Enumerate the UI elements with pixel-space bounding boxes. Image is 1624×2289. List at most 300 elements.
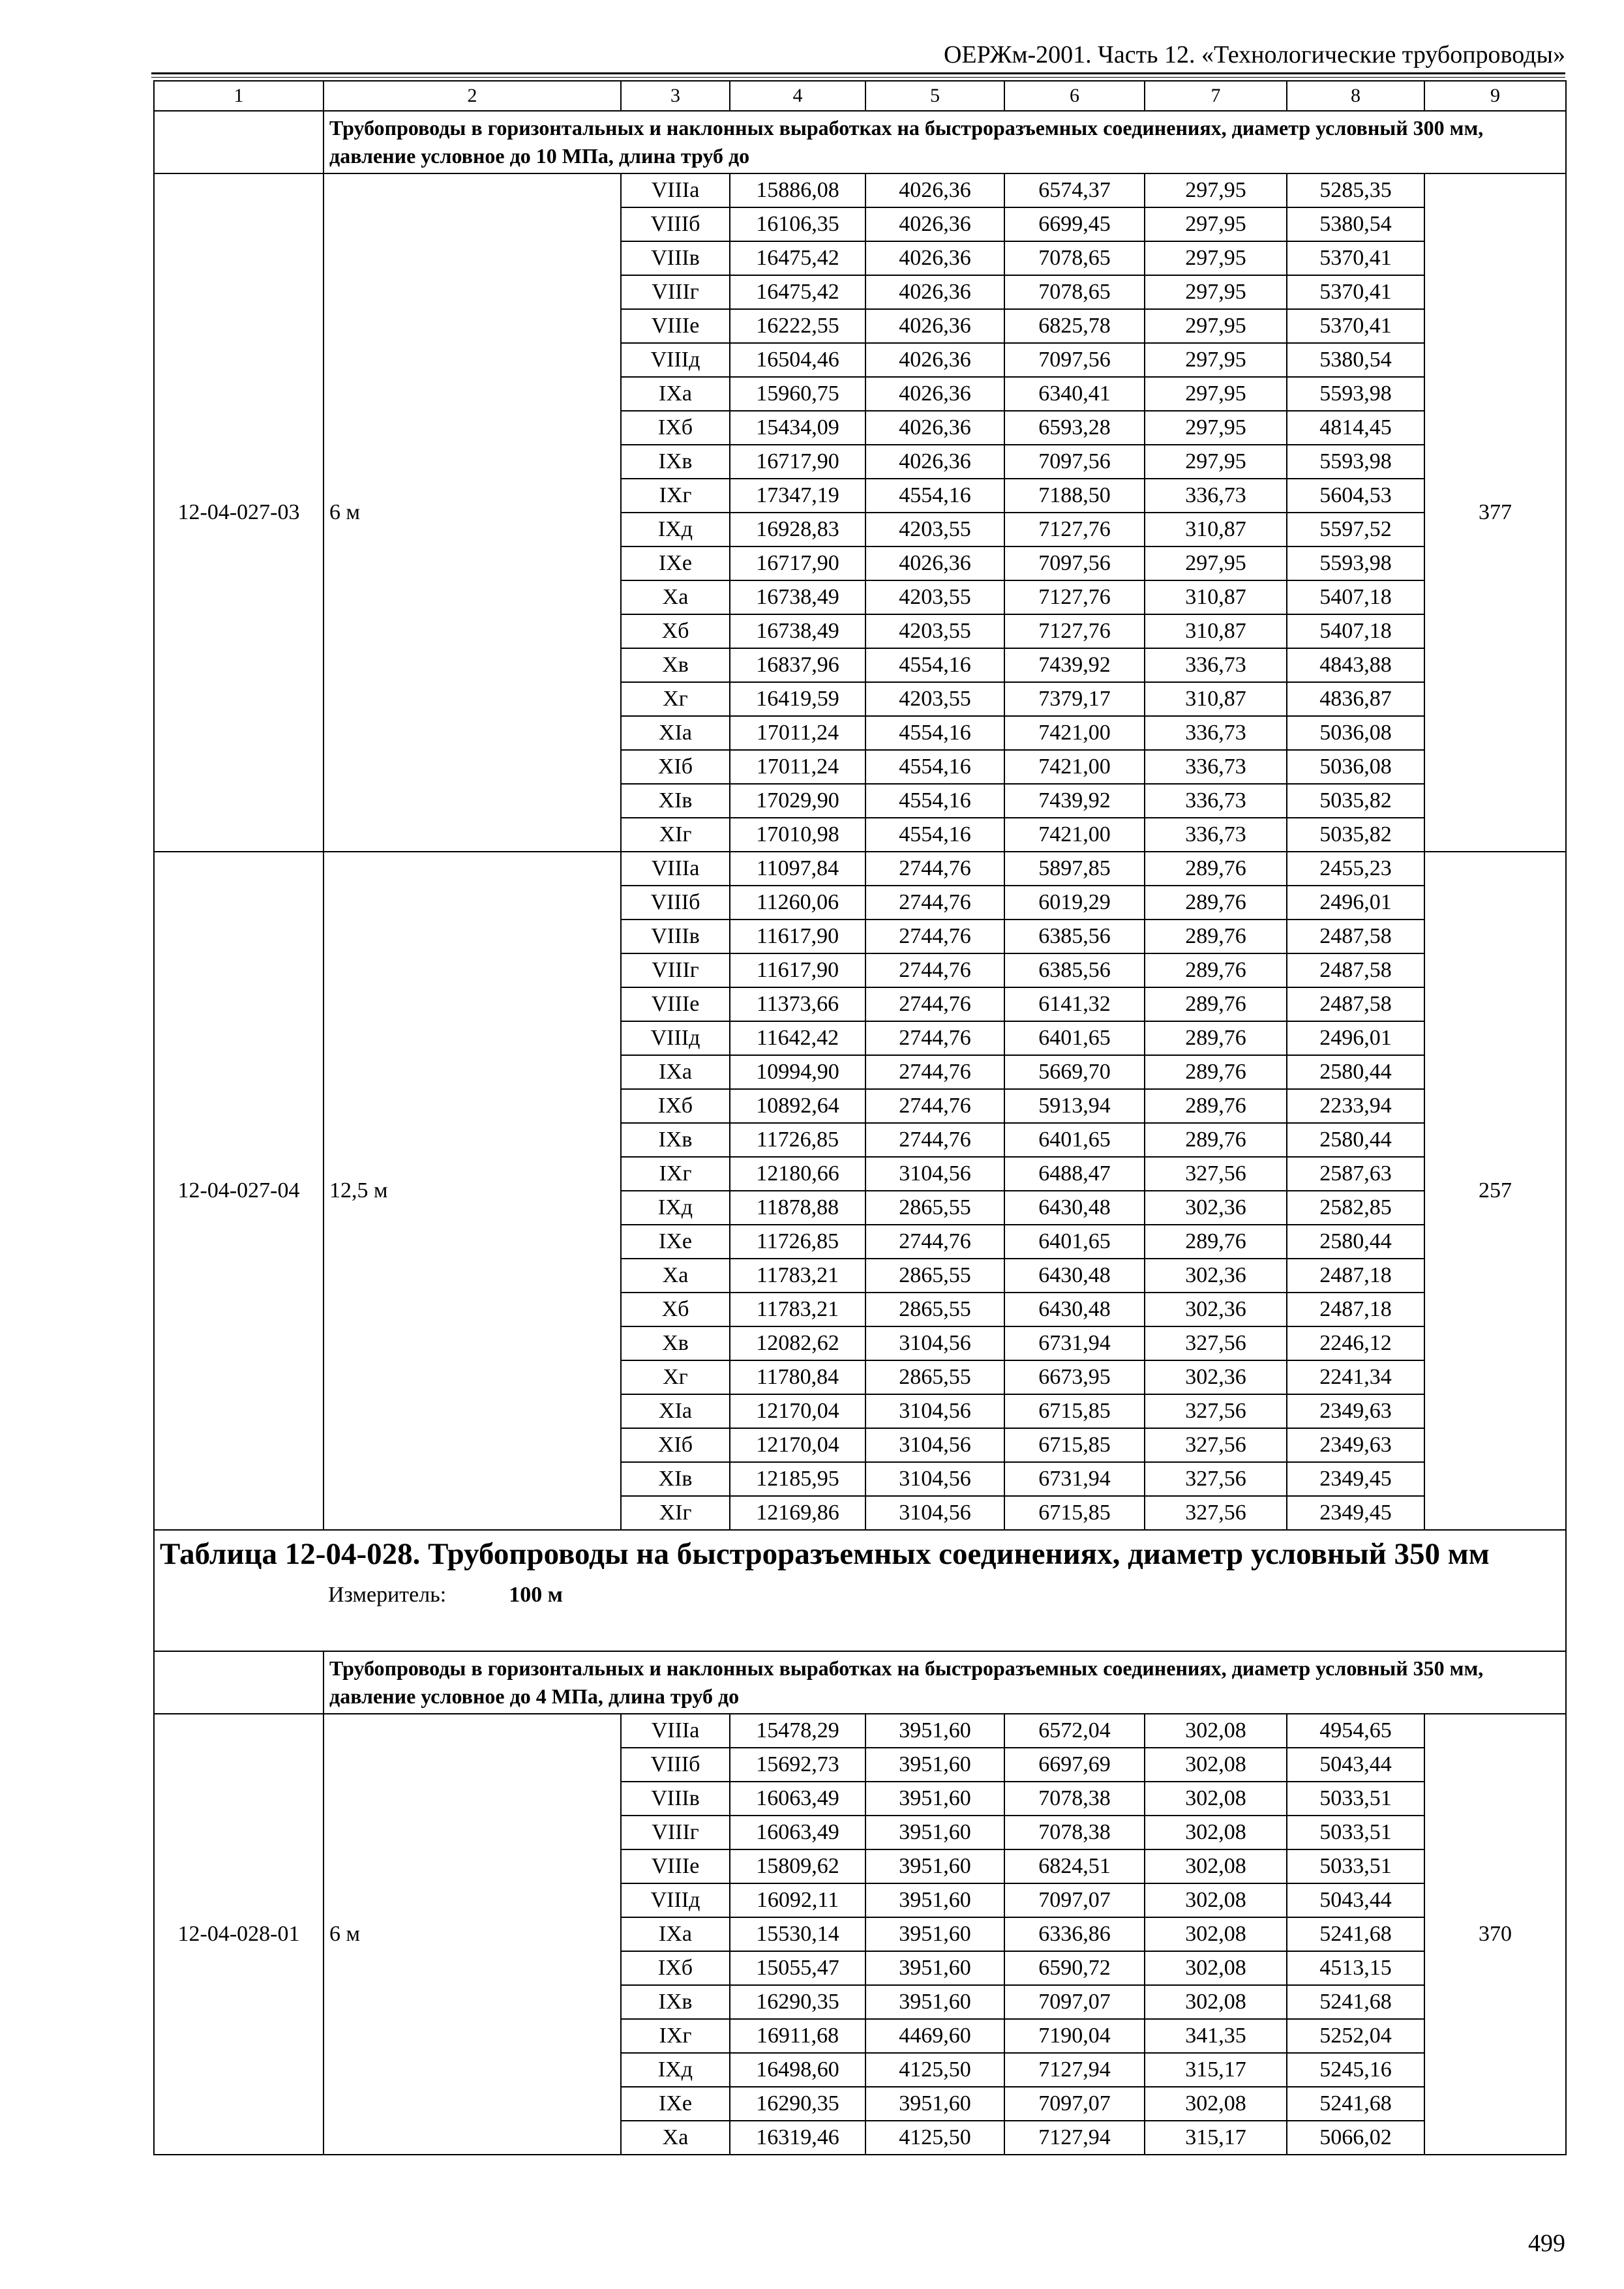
category-cell: IXе — [621, 1225, 730, 1259]
value-cell: 16063,49 — [730, 1782, 865, 1816]
value-cell: 289,76 — [1145, 852, 1287, 886]
value-cell: 17029,90 — [730, 784, 865, 818]
value-cell: 5913,94 — [1004, 1089, 1145, 1123]
value-cell: 2587,63 — [1287, 1157, 1424, 1191]
value-cell: 11783,21 — [730, 1293, 865, 1326]
value-cell: 315,17 — [1145, 2053, 1287, 2087]
page-number: 499 — [1528, 2230, 1565, 2257]
table-row — [154, 1714, 1566, 1748]
category-cell: IXб — [621, 1089, 730, 1123]
value-cell: 5604,53 — [1287, 479, 1424, 513]
value-cell: 5033,51 — [1287, 1816, 1424, 1849]
value-cell: 11617,90 — [730, 920, 865, 953]
value-cell: 302,36 — [1145, 1360, 1287, 1394]
value-cell: 11726,85 — [730, 1123, 865, 1157]
value-cell: 5043,44 — [1287, 1748, 1424, 1782]
value-cell: 6699,45 — [1004, 207, 1145, 241]
value-cell: 2744,76 — [865, 1089, 1004, 1123]
value-cell: 7097,56 — [1004, 445, 1145, 479]
measure-line — [160, 1581, 1560, 1609]
value-cell: 3951,60 — [865, 1917, 1004, 1951]
value-cell: 5407,18 — [1287, 580, 1424, 614]
value-cell: 5593,98 — [1287, 445, 1424, 479]
value-cell: 4125,50 — [865, 2053, 1004, 2087]
value-cell: 5035,82 — [1287, 818, 1424, 852]
value-cell: 11373,66 — [730, 987, 865, 1021]
value-cell: 7097,07 — [1004, 1883, 1145, 1917]
value-cell: 10892,64 — [730, 1089, 865, 1123]
category-cell: VIIIд — [621, 1883, 730, 1917]
category-cell: IXв — [621, 1985, 730, 2019]
value-cell: 16498,60 — [730, 2053, 865, 2087]
category-cell: XIв — [621, 784, 730, 818]
value-cell: 5035,82 — [1287, 784, 1424, 818]
value-cell: 17347,19 — [730, 479, 865, 513]
table-title-cell — [154, 1530, 1566, 1651]
value-cell: 2744,76 — [865, 1225, 1004, 1259]
value-cell: 4554,16 — [865, 648, 1004, 682]
value-cell: 16738,49 — [730, 614, 865, 648]
category-cell: IXе — [621, 546, 730, 580]
value-cell: 5380,54 — [1287, 207, 1424, 241]
value-cell: 327,56 — [1145, 1462, 1287, 1496]
value-cell: 16911,68 — [730, 2019, 865, 2053]
value-cell: 6590,72 — [1004, 1951, 1145, 1985]
value-cell: 11783,21 — [730, 1259, 865, 1293]
value-cell: 2349,45 — [1287, 1496, 1424, 1530]
value-cell: 12170,04 — [730, 1394, 865, 1428]
value-cell: 302,08 — [1145, 1985, 1287, 2019]
value-cell: 11780,84 — [730, 1360, 865, 1394]
value-cell: 2487,18 — [1287, 1259, 1424, 1293]
value-cell: 7097,07 — [1004, 1985, 1145, 2019]
category-cell: Xа — [621, 2121, 730, 2155]
value-cell: 297,95 — [1145, 546, 1287, 580]
category-cell: IXв — [621, 1123, 730, 1157]
category-cell: Xг — [621, 1360, 730, 1394]
value-cell: 2865,55 — [865, 1259, 1004, 1293]
value-cell: 4026,36 — [865, 275, 1004, 309]
section-header-title: Трубопроводы в горизонтальных и наклонных выработках на быстроразъемных соединениях, диаметр условный 300 мм, давление условное до 10 МПа, длина труб до — [323, 111, 1566, 173]
value-cell: 289,76 — [1145, 987, 1287, 1021]
value-cell: 5241,68 — [1287, 1985, 1424, 2019]
value-cell: 5593,98 — [1287, 377, 1424, 411]
value-cell: 7421,00 — [1004, 818, 1145, 852]
value-cell: 16504,46 — [730, 343, 865, 377]
value-cell: 7078,38 — [1004, 1816, 1145, 1849]
value-cell: 5252,04 — [1287, 2019, 1424, 2053]
value-cell: 4554,16 — [865, 818, 1004, 852]
value-cell: 15809,62 — [730, 1849, 865, 1883]
category-cell: IXд — [621, 513, 730, 546]
value-cell: 2744,76 — [865, 987, 1004, 1021]
category-cell: Xв — [621, 648, 730, 682]
value-cell: 15692,73 — [730, 1748, 865, 1782]
category-cell: IXг — [621, 479, 730, 513]
category-cell: Xг — [621, 682, 730, 716]
value-cell: 4026,36 — [865, 445, 1004, 479]
category-cell: XIб — [621, 750, 730, 784]
category-cell: XIг — [621, 818, 730, 852]
value-cell: 5043,44 — [1287, 1883, 1424, 1917]
section-header-spacer — [154, 1651, 323, 1714]
value-cell: 5036,08 — [1287, 750, 1424, 784]
value-cell: 16063,49 — [730, 1816, 865, 1849]
value-cell: 302,08 — [1145, 1748, 1287, 1782]
category-cell: VIIIв — [621, 920, 730, 953]
column-number-cell: 8 — [1287, 81, 1424, 111]
value-cell: 6824,51 — [1004, 1849, 1145, 1883]
value-cell: 15530,14 — [730, 1917, 865, 1951]
value-cell: 6731,94 — [1004, 1326, 1145, 1360]
value-cell: 297,95 — [1145, 241, 1287, 275]
value-cell: 11642,42 — [730, 1021, 865, 1055]
column-number-cell: 3 — [621, 81, 730, 111]
value-cell: 6385,56 — [1004, 920, 1145, 953]
value-cell: 336,73 — [1145, 818, 1287, 852]
column-number-cell: 9 — [1424, 81, 1566, 111]
value-cell: 336,73 — [1145, 784, 1287, 818]
value-cell: 2865,55 — [865, 1191, 1004, 1225]
value-cell: 4026,36 — [865, 241, 1004, 275]
value-cell: 6572,04 — [1004, 1714, 1145, 1748]
value-cell: 3951,60 — [865, 1714, 1004, 1748]
value-cell: 336,73 — [1145, 648, 1287, 682]
page-header-title: ОЕРЖм-2001. Часть 12. «Технологические трубопроводы» — [943, 41, 1565, 68]
value-cell: 302,08 — [1145, 1714, 1287, 1748]
value-cell: 4026,36 — [865, 207, 1004, 241]
value-cell: 302,08 — [1145, 2087, 1287, 2121]
value-cell: 4026,36 — [865, 377, 1004, 411]
value-cell: 2349,63 — [1287, 1394, 1424, 1428]
value-cell: 7190,04 — [1004, 2019, 1145, 2053]
value-cell: 5597,52 — [1287, 513, 1424, 546]
value-cell: 4554,16 — [865, 716, 1004, 750]
value-cell: 302,08 — [1145, 1816, 1287, 1849]
value-cell: 5245,16 — [1287, 2053, 1424, 2087]
value-cell: 17011,24 — [730, 716, 865, 750]
value-cell: 3951,60 — [865, 1816, 1004, 1849]
category-cell: IXг — [621, 2019, 730, 2053]
value-cell: 289,76 — [1145, 886, 1287, 920]
value-cell: 3951,60 — [865, 1748, 1004, 1782]
value-cell: 4203,55 — [865, 614, 1004, 648]
value-cell: 289,76 — [1145, 920, 1287, 953]
column-number-cell: 5 — [865, 81, 1004, 111]
value-cell: 6340,41 — [1004, 377, 1145, 411]
value-cell: 7078,65 — [1004, 275, 1145, 309]
value-cell: 6430,48 — [1004, 1259, 1145, 1293]
value-cell: 15478,29 — [730, 1714, 865, 1748]
value-cell: 7097,56 — [1004, 546, 1145, 580]
value-cell: 336,73 — [1145, 750, 1287, 784]
table-title: Таблица 12-04-028. Трубопроводы на быстроразъемных соединениях, диаметр условный 350 мм — [160, 1537, 1490, 1571]
category-cell: IXа — [621, 1917, 730, 1951]
value-cell: 310,87 — [1145, 682, 1287, 716]
value-cell: 16837,96 — [730, 648, 865, 682]
value-cell: 327,56 — [1145, 1428, 1287, 1462]
value-cell: 4203,55 — [865, 580, 1004, 614]
value-cell: 7188,50 — [1004, 479, 1145, 513]
value-cell: 310,87 — [1145, 614, 1287, 648]
value-cell: 5593,98 — [1287, 546, 1424, 580]
value-cell: 11726,85 — [730, 1225, 865, 1259]
value-cell: 297,95 — [1145, 411, 1287, 445]
value-cell: 4026,36 — [865, 546, 1004, 580]
value-cell: 11617,90 — [730, 953, 865, 987]
category-cell: XIа — [621, 1394, 730, 1428]
value-cell: 6385,56 — [1004, 953, 1145, 987]
column-number-cell: 7 — [1145, 81, 1287, 111]
total-cell: 377 — [1424, 173, 1566, 852]
value-cell: 4554,16 — [865, 750, 1004, 784]
value-cell: 302,08 — [1145, 1917, 1287, 1951]
value-cell: 16475,42 — [730, 241, 865, 275]
category-cell: VIIIа — [621, 1714, 730, 1748]
value-cell: 2744,76 — [865, 920, 1004, 953]
value-cell: 3104,56 — [865, 1157, 1004, 1191]
value-cell: 297,95 — [1145, 343, 1287, 377]
value-cell: 4554,16 — [865, 479, 1004, 513]
value-cell: 17011,24 — [730, 750, 865, 784]
value-cell: 3951,60 — [865, 1985, 1004, 2019]
category-cell: VIIIд — [621, 1021, 730, 1055]
value-cell: 6430,48 — [1004, 1293, 1145, 1326]
value-cell: 2580,44 — [1287, 1123, 1424, 1157]
category-cell: VIIIг — [621, 1816, 730, 1849]
table-title-row — [154, 1530, 1566, 1651]
value-cell: 15434,09 — [730, 411, 865, 445]
category-cell: VIIIб — [621, 1748, 730, 1782]
value-cell: 5370,41 — [1287, 309, 1424, 343]
value-cell: 289,76 — [1145, 1225, 1287, 1259]
value-cell: 7097,56 — [1004, 343, 1145, 377]
section-header-row — [154, 111, 1566, 173]
value-cell: 2744,76 — [865, 1021, 1004, 1055]
value-cell: 2496,01 — [1287, 886, 1424, 920]
category-cell: Xа — [621, 580, 730, 614]
value-cell: 7097,07 — [1004, 2087, 1145, 2121]
value-cell: 12170,04 — [730, 1428, 865, 1462]
value-cell: 2582,85 — [1287, 1191, 1424, 1225]
pipe-length: 6 м — [323, 173, 621, 852]
category-cell: VIIIа — [621, 852, 730, 886]
value-cell: 16717,90 — [730, 445, 865, 479]
value-cell: 6715,85 — [1004, 1496, 1145, 1530]
value-cell: 2487,58 — [1287, 920, 1424, 953]
value-cell: 297,95 — [1145, 445, 1287, 479]
category-cell: XIб — [621, 1428, 730, 1462]
column-number-cell: 6 — [1004, 81, 1145, 111]
header-rule-thick — [151, 72, 1565, 74]
value-cell: 5370,41 — [1287, 241, 1424, 275]
value-cell: 327,56 — [1145, 1157, 1287, 1191]
value-cell: 289,76 — [1145, 953, 1287, 987]
value-cell: 310,87 — [1145, 580, 1287, 614]
value-cell: 327,56 — [1145, 1496, 1287, 1530]
category-cell: Xб — [621, 614, 730, 648]
category-cell: XIв — [621, 1462, 730, 1496]
value-cell: 12180,66 — [730, 1157, 865, 1191]
value-cell: 4026,36 — [865, 343, 1004, 377]
section-header-spacer — [154, 111, 323, 173]
category-cell: VIIIе — [621, 1849, 730, 1883]
value-cell: 2580,44 — [1287, 1225, 1424, 1259]
section-header-row — [154, 1651, 1566, 1714]
value-cell: 16290,35 — [730, 1985, 865, 2019]
measure-label: Измеритель: — [328, 1583, 447, 1608]
value-cell: 5370,41 — [1287, 275, 1424, 309]
value-cell: 16319,46 — [730, 2121, 865, 2155]
value-cell: 6673,95 — [1004, 1360, 1145, 1394]
value-cell: 6401,65 — [1004, 1123, 1145, 1157]
value-cell: 7421,00 — [1004, 750, 1145, 784]
value-cell: 5669,70 — [1004, 1055, 1145, 1089]
value-cell: 6715,85 — [1004, 1428, 1145, 1462]
value-cell: 5033,51 — [1287, 1849, 1424, 1883]
value-cell: 289,76 — [1145, 1055, 1287, 1089]
value-cell: 2233,94 — [1287, 1089, 1424, 1123]
value-cell: 310,87 — [1145, 513, 1287, 546]
category-cell: VIIIа — [621, 173, 730, 207]
value-cell: 2744,76 — [865, 1055, 1004, 1089]
value-cell: 4513,15 — [1287, 1951, 1424, 1985]
value-cell: 336,73 — [1145, 479, 1287, 513]
value-cell: 3951,60 — [865, 1782, 1004, 1816]
value-cell: 289,76 — [1145, 1021, 1287, 1055]
value-cell: 5241,68 — [1287, 2087, 1424, 2121]
value-cell: 2744,76 — [865, 953, 1004, 987]
column-number-cell: 1 — [154, 81, 323, 111]
value-cell: 12082,62 — [730, 1326, 865, 1360]
value-cell: 2487,58 — [1287, 987, 1424, 1021]
category-cell: Xв — [621, 1326, 730, 1360]
value-cell: 2487,18 — [1287, 1293, 1424, 1326]
value-cell: 297,95 — [1145, 377, 1287, 411]
value-cell: 302,36 — [1145, 1293, 1287, 1326]
value-cell: 6141,32 — [1004, 987, 1145, 1021]
value-cell: 341,35 — [1145, 2019, 1287, 2053]
value-cell: 315,17 — [1145, 2121, 1287, 2155]
category-cell: IXг — [621, 1157, 730, 1191]
value-cell: 6336,86 — [1004, 1917, 1145, 1951]
value-cell: 7078,38 — [1004, 1782, 1145, 1816]
value-cell: 289,76 — [1145, 1123, 1287, 1157]
value-cell: 2744,76 — [865, 886, 1004, 920]
value-cell: 3104,56 — [865, 1326, 1004, 1360]
value-cell: 336,73 — [1145, 716, 1287, 750]
value-cell: 6488,47 — [1004, 1157, 1145, 1191]
value-cell: 4814,45 — [1287, 411, 1424, 445]
value-cell: 4203,55 — [865, 513, 1004, 546]
category-cell: XIа — [621, 716, 730, 750]
value-cell: 297,95 — [1145, 207, 1287, 241]
value-cell: 7127,76 — [1004, 513, 1145, 546]
value-cell: 16290,35 — [730, 2087, 865, 2121]
value-cell: 10994,90 — [730, 1055, 865, 1089]
value-cell: 6019,29 — [1004, 886, 1145, 920]
value-cell: 7127,76 — [1004, 614, 1145, 648]
value-cell: 5285,35 — [1287, 173, 1424, 207]
value-cell: 3104,56 — [865, 1462, 1004, 1496]
value-cell: 2455,23 — [1287, 852, 1424, 886]
category-cell: IXв — [621, 445, 730, 479]
value-cell: 4843,88 — [1287, 648, 1424, 682]
value-cell: 327,56 — [1145, 1394, 1287, 1428]
value-cell: 5033,51 — [1287, 1782, 1424, 1816]
measure-value: 100 м — [509, 1583, 563, 1608]
category-cell: IXб — [621, 1951, 730, 1985]
value-cell: 2744,76 — [865, 852, 1004, 886]
category-cell: IXд — [621, 1191, 730, 1225]
value-cell: 2349,45 — [1287, 1462, 1424, 1496]
column-number-row — [154, 81, 1566, 111]
value-cell: 5380,54 — [1287, 343, 1424, 377]
value-cell: 7127,94 — [1004, 2121, 1145, 2155]
value-cell: 11260,06 — [730, 886, 865, 920]
category-cell: Xа — [621, 1259, 730, 1293]
value-cell: 5241,68 — [1287, 1917, 1424, 1951]
value-cell: 289,76 — [1145, 1089, 1287, 1123]
value-cell: 15960,75 — [730, 377, 865, 411]
value-cell: 2241,34 — [1287, 1360, 1424, 1394]
category-cell: VIIIг — [621, 953, 730, 987]
rate-code: 12-04-027-03 — [154, 173, 323, 852]
value-cell: 7439,92 — [1004, 648, 1145, 682]
value-cell: 2865,55 — [865, 1293, 1004, 1326]
value-cell: 2744,76 — [865, 1123, 1004, 1157]
value-cell: 11878,88 — [730, 1191, 865, 1225]
value-cell: 6697,69 — [1004, 1748, 1145, 1782]
value-cell: 297,95 — [1145, 309, 1287, 343]
category-cell: VIIIв — [621, 1782, 730, 1816]
category-cell: VIIIг — [621, 275, 730, 309]
pipe-length: 12,5 м — [323, 852, 621, 1530]
value-cell: 7078,65 — [1004, 241, 1145, 275]
category-cell: VIIIе — [621, 987, 730, 1021]
value-cell: 3951,60 — [865, 1883, 1004, 1917]
value-cell: 17010,98 — [730, 818, 865, 852]
value-cell: 2349,63 — [1287, 1428, 1424, 1462]
value-cell: 11097,84 — [730, 852, 865, 886]
value-cell: 7127,94 — [1004, 2053, 1145, 2087]
category-cell: VIIIе — [621, 309, 730, 343]
value-cell: 4836,87 — [1287, 682, 1424, 716]
column-number-cell: 2 — [323, 81, 621, 111]
value-cell: 6825,78 — [1004, 309, 1145, 343]
pipe-length: 6 м — [323, 1714, 621, 2155]
value-cell: 3951,60 — [865, 2087, 1004, 2121]
value-cell: 3104,56 — [865, 1394, 1004, 1428]
value-cell: 4954,65 — [1287, 1714, 1424, 1748]
value-cell: 3104,56 — [865, 1428, 1004, 1462]
value-cell: 297,95 — [1145, 173, 1287, 207]
value-cell: 2487,58 — [1287, 953, 1424, 987]
value-cell: 302,36 — [1145, 1191, 1287, 1225]
value-cell: 327,56 — [1145, 1326, 1287, 1360]
value-cell: 2580,44 — [1287, 1055, 1424, 1089]
value-cell: 2246,12 — [1287, 1326, 1424, 1360]
category-cell: VIIIб — [621, 207, 730, 241]
rate-code: 12-04-027-04 — [154, 852, 323, 1530]
value-cell: 6401,65 — [1004, 1225, 1145, 1259]
value-cell: 16222,55 — [730, 309, 865, 343]
value-cell: 4554,16 — [865, 784, 1004, 818]
value-cell: 5066,02 — [1287, 2121, 1424, 2155]
header-rule-thin — [151, 77, 1565, 78]
value-cell: 6574,37 — [1004, 173, 1145, 207]
value-cell: 302,08 — [1145, 1849, 1287, 1883]
